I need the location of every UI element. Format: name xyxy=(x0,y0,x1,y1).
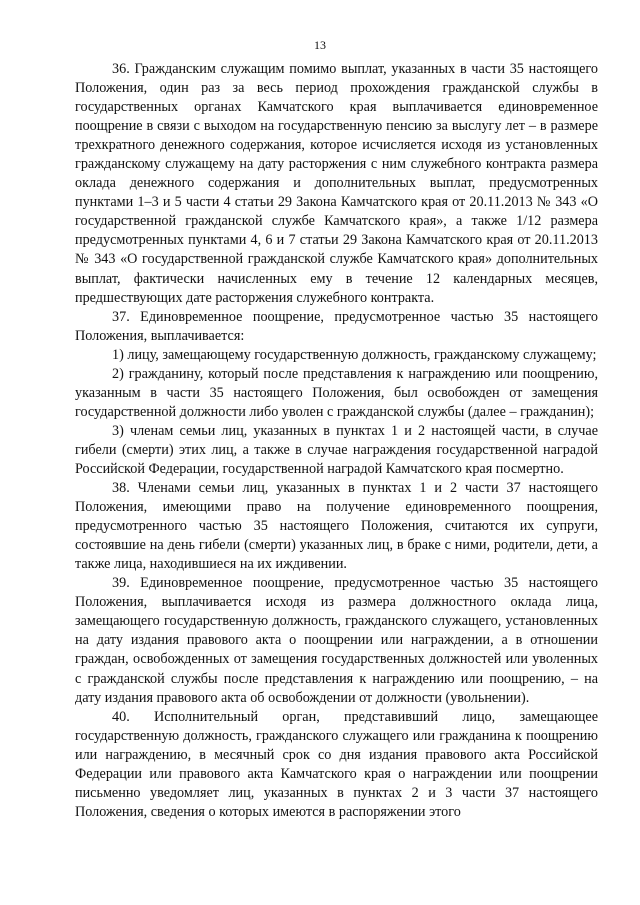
page-number: 13 xyxy=(314,38,326,52)
paragraph-40: 40. Исполнительный орган, представивший лицо, замещающее государственную должность, гражданского служащего или гражданина к поощрению или награждению, в месячный срок со дня издания правового акта Российской Федерации или правового акта Камчатского края о награждении или поощрении письменно уведомляет лиц, указанных в пунктах 2 и 3 части 37 настоящего Положения, сведения о которых имеются в распоряжении этого xyxy=(75,708,598,820)
paragraph-37-item-2: 2) гражданину, который после представления к награждению или поощрению, указанным в части 35 настоящего Положения, был освобожден от замещения государственной должности либо уволен с гражданской службы (далее – гражданин); xyxy=(75,365,598,420)
document-body xyxy=(75,60,598,822)
paragraph-36: 36. Гражданским служащим помимо выплат, указанных в части 35 настоящего Положения, один раз за весь период прохождения гражданской службы в государственных органах Камчатского края выплачивается единовременное поощрение в связи с выходом на государственную пенсию за выслугу лет – в размере трехкратного денежного содержания, которое исчисляется исходя из установленных гражданскому служащему на дату расторжения с ним служебного контракта размера оклада денежного содержания и дополнительных выплат, предусмотренных пунктами 1–3 и 5 части 4 статьи 29 Закона Камчатского края от 20.11.2013 № 343 «О государственной гражданской службе Камчатского края», а также 1/12 размера предусмотренных пунктами 4, 6 и 7 статьи 29 Закона Камчатского края от 20.11.2013 № 343 «О государственной гражданской службе Камчатского края» дополнительных выплат, фактически начисленных ему в течение 12 календарных месяцев, предшествующих дате расторжения служебного контракта. xyxy=(75,61,598,306)
paragraph-37-item-3: 3) членам семьи лиц, указанных в пунктах 1 и 2 настоящей части, в случае гибели (смерти) этих лиц, а также в случае награждения государственной наградой Российской Федерации, государственной наградой Камчатского края посмертно. xyxy=(75,422,598,477)
paragraph-38: 38. Членами семьи лиц, указанных в пунктах 1 и 2 части 37 настоящего Положения, имеющими право на получение единовременного поощрения, предусмотренного частью 35 настоящего Положения, считаются их супруги, состоявшие на день гибели (смерти) указанных лиц, в браке с ними, родители, дети, а также лица, находившиеся на их иждивении. xyxy=(75,480,598,573)
paragraph-37-item-1: 1) лицу, замещающему государственную должность, гражданскому служащему; xyxy=(112,346,597,363)
paragraph-37: 37. Единовременное поощрение, предусмотренное частью 35 настоящего Положения, выплачивается: xyxy=(75,308,598,344)
paragraph-39: 39. Единовременное поощрение, предусмотренное частью 35 настоящего Положения, выплачивается исходя из размера должностного оклада лица, замещающего государственную должность, гражданского служащего, установленных на дату издания правового акта о поощрении или награждении, а в отношении граждан, освобожденных от замещения государственных должностей или уволенных с гражданской службы после представления к награждению или поощрению, – на дату издания правового акта об освобождении от должности (увольнении). xyxy=(75,575,598,706)
